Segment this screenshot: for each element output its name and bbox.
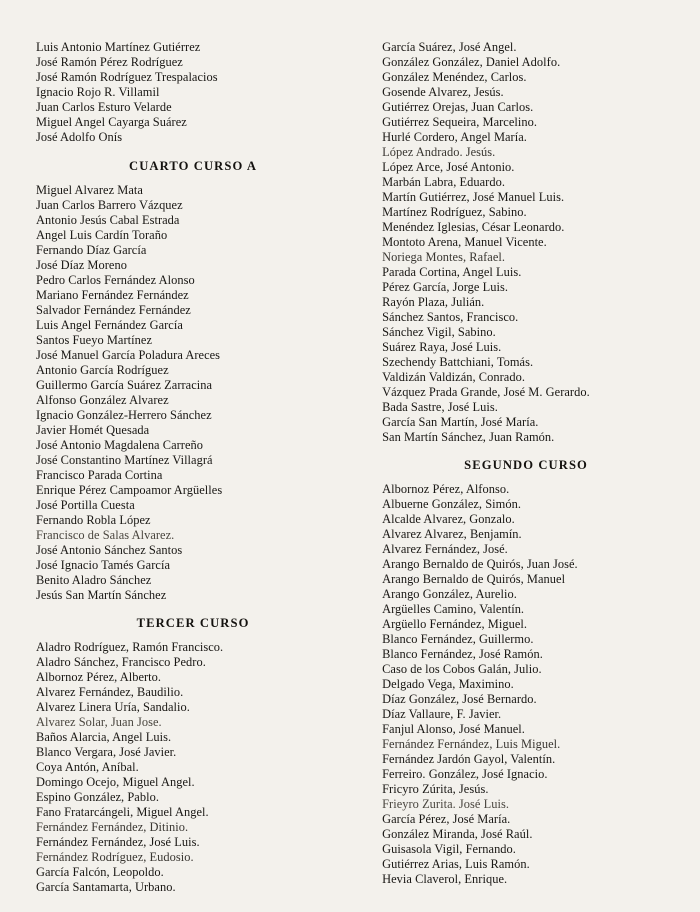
list-item: Caso de los Cobos Galán, Julio. (382, 662, 542, 676)
list-item: Benito Aladro Sánchez (36, 573, 152, 587)
list-item: Ignacio Rojo R. Villamil (36, 85, 160, 99)
list-item: Alvarez Linera Uría, Sandalio. (36, 700, 190, 714)
list-item: Gutiérrez Orejas, Juan Carlos. (382, 100, 534, 114)
list-item: Menéndez Iglesias, César Leonardo. (382, 220, 565, 234)
list-item: Gutiérrez Sequeira, Marcelino. (382, 115, 538, 129)
list-item: Blanco Vergara, José Javier. (36, 745, 177, 759)
list-item: Juan Carlos Esturo Velarde (36, 100, 172, 114)
list-item: López Arce, José Antonio. (382, 160, 515, 174)
list-item: Sánchez Santos, Francisco. (382, 310, 519, 324)
list-item: Bada Sastre, José Luis. (382, 400, 498, 414)
list-item: Luis Angel Fernández García (36, 318, 183, 332)
list-item: García Santamarta, Urbano. (36, 880, 176, 894)
list-item: Fernández Fernández, Ditinio. (36, 820, 189, 834)
list-item: Enrique Pérez Campoamor Argüelles (36, 483, 223, 497)
list-item: González Menéndez, Carlos. (382, 70, 527, 84)
list-item: Valdizán Valdizán, Conrado. (382, 370, 525, 384)
list-item: Alcalde Alvarez, Gonzalo. (382, 512, 515, 526)
list-item: José Adolfo Onís (36, 130, 123, 144)
list-item: Noriega Montes, Rafael. (382, 250, 506, 264)
list-item: García San Martín, José María. (382, 415, 539, 429)
list-item: Díaz Vallaure, F. Javier. (382, 707, 502, 721)
list-item: Ignacio González-Herrero Sánchez (36, 408, 212, 422)
list-item: Marbán Labra, Eduardo. (382, 175, 505, 189)
list-item: Ferreiro. González, José Ignacio. (382, 767, 548, 781)
list-item: García Pérez, José María. (382, 812, 511, 826)
list-item: Díaz González, José Bernardo. (382, 692, 537, 706)
list-item: López Andrado. Jesús. (382, 145, 496, 159)
list-item: Blanco Fernández, Guillermo. (382, 632, 534, 646)
list-item: Salvador Fernández Fernández (36, 303, 191, 317)
list-item: Parada Cortina, Angel Luis. (382, 265, 522, 279)
list-item: José Portilla Cuesta (36, 498, 135, 512)
list-block-right-continuation (382, 40, 670, 445)
list-item: Gosende Alvarez, Jesús. (382, 85, 504, 99)
list-item: José Ramón Rodríguez Trespalacios (36, 70, 218, 84)
list-item: Blanco Fernández, José Ramón. (382, 647, 543, 661)
list-item: Alvarez Alvarez, Benjamín. (382, 527, 522, 541)
list-item: Mariano Fernández Fernández (36, 288, 189, 302)
list-item: Fernando Díaz García (36, 243, 147, 257)
list-item: Miguel Alvarez Mata (36, 183, 143, 197)
list-item: José Constantino Martínez Villagrá (36, 453, 213, 467)
list-item: Alvarez Fernández, José. (382, 542, 508, 556)
list-item: González González, Daniel Adolfo. (382, 55, 561, 69)
list-item: Espino González, Pablo. (36, 790, 159, 804)
list-item: Alvarez Solar, Juan Jose. (36, 715, 162, 729)
list-item: Guillermo García Suárez Zarracina (36, 378, 213, 392)
list-item: Rayón Plaza, Julián. (382, 295, 485, 309)
list-item: Vázquez Prada Grande, José M. Gerardo. (382, 385, 590, 399)
list-item: José Ignacio Tamés García (36, 558, 170, 572)
list-item: Fanjul Alonso, José Manuel. (382, 722, 525, 736)
list-item: Gutiérrez Arias, Luis Ramón. (382, 857, 530, 871)
list-item: Santos Fueyo Martínez (36, 333, 152, 347)
list-item: Pedro Carlos Fernández Alonso (36, 273, 195, 287)
list-item: Martín Gutiérrez, José Manuel Luis. (382, 190, 565, 204)
list-item: Delgado Vega, Maximino. (382, 677, 514, 691)
list-item: Suárez Raya, José Luis. (382, 340, 502, 354)
list-block-segundo-curso (382, 482, 670, 887)
list-block-cuarto-curso-a (36, 183, 350, 603)
list-item: Hevia Claverol, Enrique. (382, 872, 508, 886)
section-heading-segundo-curso: SEGUNDO CURSO (464, 458, 588, 472)
section-heading-cuarto-curso-a: CUARTO CURSO A (129, 159, 258, 173)
list-item: Fano Fratarcángeli, Miguel Angel. (36, 805, 209, 819)
list-item: Montoto Arena, Manuel Vicente. (382, 235, 547, 249)
list-item: Fernández Fernández, Luis Miguel. (382, 737, 561, 751)
list-item: Szechendy Battchiani, Tomás. (382, 355, 534, 369)
list-item: Aladro Sánchez, Francisco Pedro. (36, 655, 206, 669)
list-item: Fernando Robla López (36, 513, 151, 527)
list-item: Arango González, Aurelio. (382, 587, 517, 601)
list-item: Guisasola Vigil, Fernando. (382, 842, 516, 856)
list-item: Fernández Fernández, José Luis. (36, 835, 200, 849)
list-item: José Antonio Sánchez Santos (36, 543, 183, 557)
list-item: Antonio Jesús Cabal Estrada (36, 213, 180, 227)
list-item: Fernández Rodríguez, Eudosio. (36, 850, 194, 864)
column-left (32, 38, 350, 895)
list-item: Argüelles Camino, Valentín. (382, 602, 525, 616)
list-item: Luis Antonio Martínez Gutiérrez (36, 40, 201, 54)
list-item: Javier Homét Quesada (36, 423, 150, 437)
list-item: José Antonio Magdalena Carreño (36, 438, 204, 452)
list-item: Frieyro Zurita. José Luis. (382, 797, 509, 811)
list-item: Hurlé Cordero, Angel María. (382, 130, 527, 144)
list-item: Jesús San Martín Sánchez (36, 588, 167, 602)
list-item: Arango Bernaldo de Quirós, Juan José. (382, 557, 578, 571)
section-heading-tercer-curso: TERCER CURSO (136, 616, 250, 630)
list-item: Domingo Ocejo, Miguel Angel. (36, 775, 195, 789)
list-item: Albornoz Pérez, Alberto. (36, 670, 162, 684)
list-item: Coya Antón, Aníbal. (36, 760, 139, 774)
list-item: José Ramón Pérez Rodríguez (36, 55, 183, 69)
list-item: Argüello Fernández, Miguel. (382, 617, 528, 631)
column-right (350, 38, 670, 887)
list-item: Arango Bernaldo de Quirós, Manuel (382, 572, 566, 586)
list-item: Albornoz Pérez, Alfonso. (382, 482, 510, 496)
list-item: González Miranda, José Raúl. (382, 827, 533, 841)
list-item: García Falcón, Leopoldo. (36, 865, 164, 879)
list-item: Baños Alarcia, Angel Luis. (36, 730, 172, 744)
list-block-left-continuation (36, 40, 350, 145)
list-item: Sánchez Vigil, Sabino. (382, 325, 496, 339)
list-block-tercer-curso (36, 640, 350, 895)
list-item: Alfonso González Alvarez (36, 393, 169, 407)
list-item: Miguel Angel Cayarga Suárez (36, 115, 187, 129)
two-column-layout (32, 38, 670, 895)
list-item: Angel Luis Cardín Toraño (36, 228, 168, 242)
list-item: Martínez Rodríguez, Sabino. (382, 205, 527, 219)
list-item: García Suárez, José Angel. (382, 40, 517, 54)
list-item: Fricyro Zúrita, Jesús. (382, 782, 489, 796)
list-item: Alvarez Fernández, Baudilio. (36, 685, 184, 699)
list-item: Antonio García Rodríguez (36, 363, 169, 377)
list-item: Pérez García, Jorge Luis. (382, 280, 509, 294)
list-item: José Manuel García Poladura Areces (36, 348, 221, 362)
list-item: Francisco de Salas Alvarez. (36, 528, 175, 542)
list-item: Fernández Jardón Gayol, Valentín. (382, 752, 556, 766)
list-item: José Díaz Moreno (36, 258, 127, 272)
list-item: Albuerne González, Simón. (382, 497, 521, 511)
list-item: San Martín Sánchez, Juan Ramón. (382, 430, 555, 444)
list-item: Francisco Parada Cortina (36, 468, 163, 482)
list-item: Juan Carlos Barrero Vázquez (36, 198, 183, 212)
list-item: Aladro Rodríguez, Ramón Francisco. (36, 640, 224, 654)
